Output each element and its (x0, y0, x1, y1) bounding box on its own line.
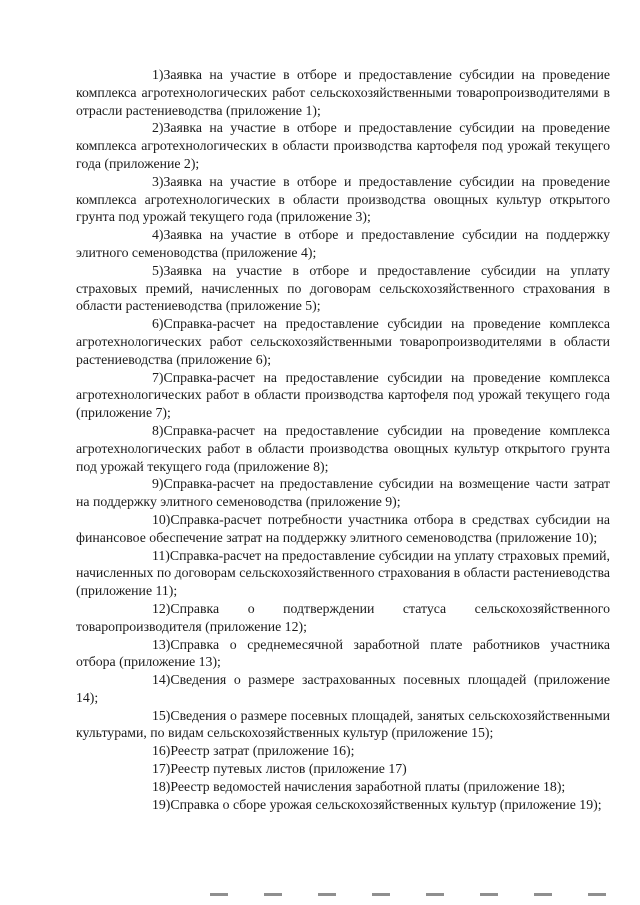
list-item (76, 262, 610, 315)
list-item-text: Справка о среднемесячной заработной плате работников участника отбора (приложение 13); (76, 636, 610, 670)
list-item-number: 10) (152, 511, 171, 527)
list-item-text: Справка о подтверждении статуса сельскохозяйственного товаропроизводителя (приложение 12); (76, 600, 610, 634)
list-item-text: Справка-расчет на предоставление субсидии на проведение комплекса агротехнологических работ в области производства овощных культур открытого грунта под урожай текущего года (приложение 8); (76, 422, 610, 474)
list-item (76, 547, 610, 600)
list-item (76, 600, 610, 636)
list-item-text: Сведения о размере посевных площадей, занятых сельскохозяйственными культурами, по видам сельскохозяйственных культур (приложение 15); (76, 707, 610, 741)
list-item-number: 4) (152, 227, 164, 243)
list-item-number: 6) (152, 316, 164, 332)
footer-scan-marks (210, 893, 618, 896)
list-item-text: Заявка на участие в отборе и предоставление субсидии на проведение комплекса агротехнологических в области производства картофеля под урожай текущего года (приложение 2); (76, 120, 610, 171)
list-item-number: 8) (152, 422, 164, 438)
list-item-number: 5) (152, 262, 164, 278)
list-item-number: 19) (152, 796, 171, 812)
list-item-text: Реестр ведомостей начисления заработной платы (приложение 18); (170, 778, 566, 794)
list-item-text: Сведения о размере застрахованных посевных площадей (приложение 14); (76, 672, 610, 705)
list-item-text: Справка о сборе урожая сельскохозяйственных культур (приложение 19); (170, 796, 602, 812)
list-item (76, 636, 610, 672)
document-list (76, 66, 610, 813)
list-item-text: Реестр путевых листов (приложение 17) (170, 761, 407, 777)
list-item (76, 742, 610, 760)
list-item-text: Заявка на участие в отборе и предоставление субсидии на проведение комплекса агротехнологических работ сельскохозяйственными товаропроизводителями в отрасли растениеводства (приложение 1); (76, 67, 610, 118)
list-item-number: 17) (152, 761, 171, 777)
list-item-number: 15) (152, 707, 171, 723)
list-item (76, 707, 610, 743)
list-item (76, 119, 610, 172)
list-item (76, 422, 610, 475)
list-item (76, 315, 610, 368)
list-item-text: Справка-расчет на предоставление субсидии на уплату страховых премий, начисленных по договорам сельскохозяйственного страхования в области растениеводства (приложение 11); (76, 547, 610, 599)
list-item-text: Справка-расчет потребности участника отбора в средствах субсидии на финансовое обеспечение затрат на поддержку элитного семеноводства (приложение 10); (76, 511, 610, 545)
list-item-number: 12) (152, 600, 171, 616)
list-item (76, 511, 610, 547)
list-item-text: Справка-расчет на предоставление субсидии на возмещение части затрат на поддержку элитного семеноводства (приложение 9); (76, 476, 610, 510)
list-item (76, 760, 610, 778)
list-item-text: Заявка на участие в отборе и предоставление субсидии на поддержку элитного семеноводства (приложение 4); (76, 227, 610, 260)
list-item-text: Реестр затрат (приложение 16); (170, 743, 355, 759)
list-item-number: 16) (152, 743, 171, 759)
list-item (76, 66, 610, 119)
list-item (76, 173, 610, 226)
list-item-text: Заявка на участие в отборе и предоставление субсидии на проведение комплекса агротехнологических в области производства овощных культур открытого грунта под урожай текущего года (приложение 3); (76, 173, 610, 225)
list-item (76, 475, 610, 511)
list-item-text: Справка-расчет на предоставление субсидии на проведение комплекса агротехнологических работ в области производства картофеля под урожай текущего года (приложение 7); (76, 369, 610, 421)
list-item-number: 3) (152, 173, 164, 189)
list-item-number: 1) (152, 67, 164, 82)
list-item (76, 671, 610, 707)
list-item-number: 18) (152, 778, 171, 794)
list-item (76, 796, 610, 814)
list-item-number: 9) (152, 476, 164, 492)
list-item (76, 778, 610, 796)
list-item-text: Заявка на участие в отборе и предоставление субсидии на уплату страховых премий, начисленных по договорам сельскохозяйственного страхования в области растениеводства (приложение 5); (76, 262, 610, 314)
list-item-text: Справка-расчет на предоставление субсидии на проведение комплекса агротехнологических работ сельскохозяйственными товаропроизводителями в области растениеводства (приложение 6); (76, 316, 610, 367)
list-item (76, 369, 610, 422)
list-item-number: 2) (152, 120, 164, 136)
list-item (76, 226, 610, 262)
list-item-number: 7) (152, 369, 164, 385)
list-item-number: 14) (152, 672, 171, 688)
list-item-number: 13) (152, 636, 171, 652)
list-item-number: 11) (152, 547, 170, 563)
